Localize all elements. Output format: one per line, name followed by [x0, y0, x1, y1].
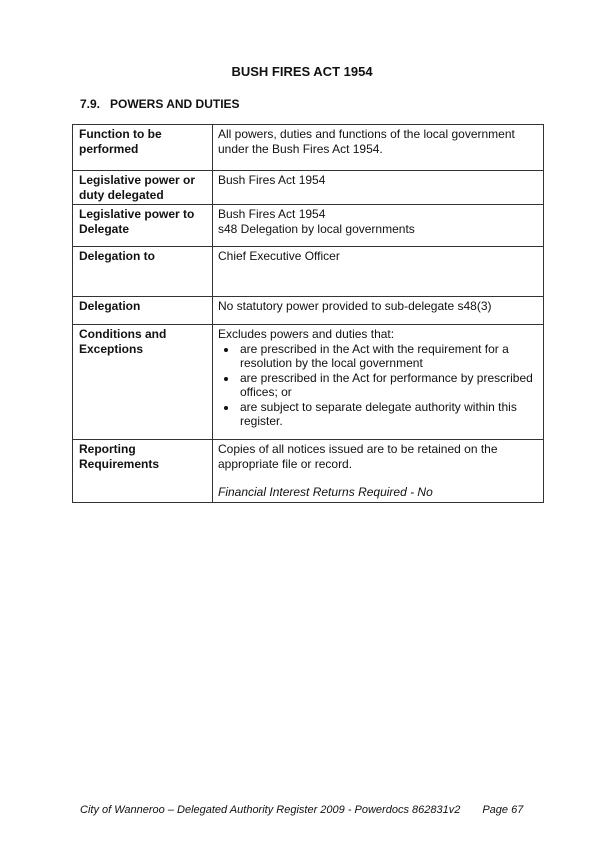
conditions-intro: Excludes powers and duties that: [218, 327, 395, 341]
conditions-label: Conditions and Exceptions [73, 325, 213, 440]
legislative-delegate-label: Legislative power to Delegate [73, 205, 213, 247]
list-item: • are prescribed in the Act with the requirement for a resolution by the local government [238, 342, 538, 371]
table-row-delegation-to [73, 247, 544, 297]
delegation-value: No statutory power provided to sub-delegate s48(3) [213, 297, 544, 325]
legislative-duty-label: Legislative power or duty delegated [73, 171, 213, 205]
legislative-delegate-line2: s48 Delegation by local governments [218, 221, 415, 236]
legislative-delegate-value [213, 205, 544, 247]
reporting-value [213, 440, 544, 503]
legislative-delegate-line1: Bush Fires Act 1954 [218, 207, 326, 221]
reporting-text: Copies of all notices issued are to be retained on the appropriate file or record. [218, 442, 498, 471]
page-number: Page 67 [482, 804, 524, 816]
conditions-list [218, 342, 538, 429]
section-title: POWERS AND DUTIES [110, 97, 240, 111]
function-value: All powers, duties and functions of the local government under the Bush Fires Act 1954. [213, 125, 544, 171]
footer-text: City of Wanneroo – Delegated Authority Register 2009 - Powerdocs 862831v2 [80, 804, 461, 816]
delegation-to-label: Delegation to [73, 247, 213, 297]
conditions-value [213, 325, 544, 440]
delegation-label: Delegation [73, 297, 213, 325]
section-number: 7.9. [80, 97, 101, 111]
legislative-duty-value: Bush Fires Act 1954 [213, 171, 544, 205]
page-footer [80, 804, 523, 816]
financial-interest-note: Financial Interest Returns Required - No [218, 485, 433, 499]
table-row-delegation [73, 297, 544, 325]
function-label: Function to be performed [73, 125, 213, 171]
reporting-label: Reporting Requirements [73, 440, 213, 503]
delegation-table [72, 124, 544, 503]
delegation-to-value: Chief Executive Officer [213, 247, 544, 297]
table-row-conditions [73, 325, 544, 440]
document-title: BUSH FIRES ACT 1954 [231, 64, 373, 79]
table-row-function [73, 125, 544, 171]
table-row-legislative-delegate [73, 205, 544, 247]
table-row-reporting [73, 440, 544, 503]
list-item: • are prescribed in the Act for performance by prescribed offices; or [238, 371, 538, 400]
section-heading [80, 97, 240, 111]
table-row-legislative-duty [73, 171, 544, 205]
list-item: • are subject to separate delegate authority within this register. [238, 400, 538, 429]
